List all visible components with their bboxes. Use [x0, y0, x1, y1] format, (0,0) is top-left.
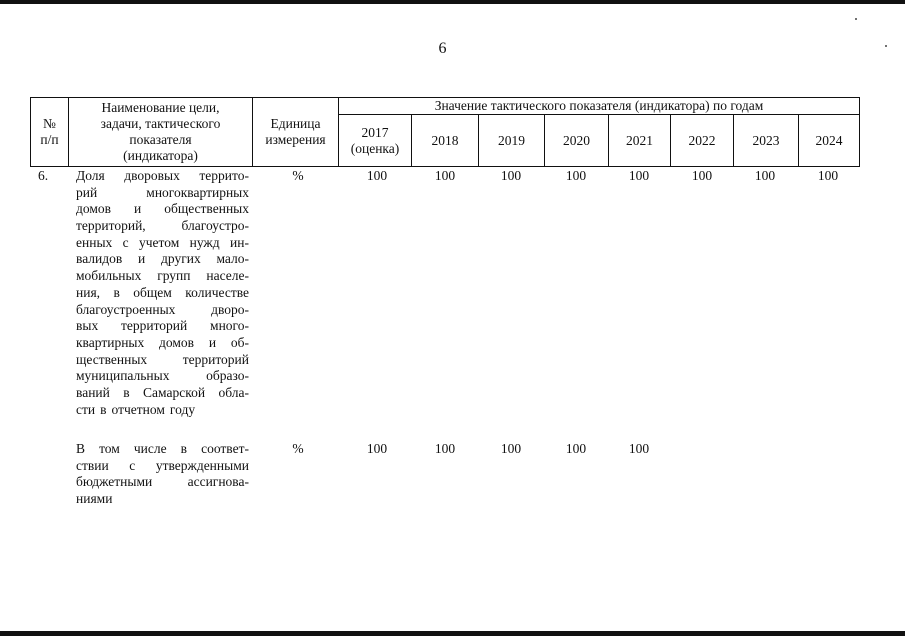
- indicator-name-line: [76, 268, 249, 285]
- indicator-name-word: Самарской: [143, 384, 206, 400]
- value-2020: 100: [565, 168, 587, 183]
- indicator-name-word: об-: [230, 334, 249, 350]
- indicator-name-word: и: [134, 201, 142, 217]
- indicator-name-line: [76, 352, 249, 369]
- indicator-name-word: ствии: [76, 457, 109, 473]
- indicator-name-word: валидов: [76, 251, 123, 267]
- indicator-name-word: Доля: [76, 168, 105, 183]
- indicator-name-line: [76, 318, 249, 335]
- indicator-name-word: сти: [76, 401, 96, 417]
- value-2017: 100: [366, 441, 388, 456]
- value-2021: 100: [628, 168, 650, 183]
- table-border: [859, 97, 860, 167]
- indicator-name-word: и: [208, 334, 217, 350]
- value-2020: 100: [565, 441, 587, 456]
- indicator-name-word: квартирных: [76, 334, 145, 350]
- indicator-name-word: в: [123, 384, 130, 400]
- value-2022: 100: [691, 168, 713, 183]
- indicator-name-word: обла-: [218, 384, 249, 400]
- indicator-name-word: ваний: [76, 384, 110, 400]
- indicator-table-header: [30, 97, 860, 167]
- header-year-2019: 2019: [498, 132, 525, 148]
- indicator-name-word: рий: [76, 184, 98, 200]
- value-2019: 100: [500, 168, 522, 183]
- value-2018: 100: [434, 168, 456, 183]
- indicator-name-word: в: [113, 284, 120, 300]
- indicator-name-word: мало-: [216, 251, 249, 267]
- indicator-name-word: территорий: [182, 351, 249, 367]
- value-2018: 100: [434, 441, 456, 456]
- indicator-name-word: общем: [133, 284, 172, 300]
- indicator-name-line: [76, 368, 249, 385]
- header-year-2017: 2017 (оценка): [350, 124, 400, 156]
- indicator-name-word: благоустро-: [181, 218, 249, 234]
- indicator-name-word: ниями: [76, 491, 113, 507]
- indicator-name-word: щественных: [76, 351, 148, 367]
- table-border: [30, 166, 860, 167]
- top-scan-border: [0, 0, 905, 4]
- indicator-name-word: территорий: [120, 318, 188, 334]
- value-2023: 100: [754, 168, 776, 183]
- indicator-name-word: учетом: [138, 234, 180, 250]
- header-year-2024: 2024: [815, 132, 843, 148]
- indicator-name-word: ин-: [230, 234, 249, 250]
- indicator-name-word: благоустроенных: [76, 301, 176, 317]
- indicator-name-word: в: [180, 441, 188, 456]
- indicator-name-word: многоквартирных: [146, 184, 249, 200]
- header-year-2020: 2020: [563, 132, 590, 148]
- page-number: 6: [438, 40, 447, 57]
- indicator-name-word: количестве: [185, 284, 249, 300]
- scan-speck: [885, 45, 887, 47]
- indicator-name-word: соответ-: [201, 441, 249, 456]
- value-2017: 100: [366, 168, 388, 183]
- indicator-name-line: [76, 185, 249, 202]
- row-indicator-name: [76, 168, 249, 418]
- indicator-name-word: том: [99, 441, 120, 456]
- indicator-name-word: населе-: [206, 268, 249, 284]
- header-year-2023: 2023: [752, 132, 780, 148]
- indicator-name-line: [76, 218, 249, 235]
- indicator-name-line: [76, 201, 249, 218]
- header-values-group: Значение тактического показателя (индикатора) по годам: [434, 98, 764, 113]
- indicator-name-word: групп: [157, 268, 191, 284]
- indicator-name-word: В: [76, 441, 86, 456]
- indicator-name-word: бюджетными: [76, 474, 153, 490]
- indicator-name-line: [76, 491, 249, 508]
- indicator-name-word: с: [122, 234, 129, 250]
- value-2021: 100: [628, 441, 650, 456]
- indicator-name-word: году: [169, 401, 196, 417]
- indicator-name-word: общественных: [164, 201, 249, 217]
- indicator-name-line: [76, 168, 249, 185]
- indicator-name-word: домов: [76, 201, 112, 217]
- indicator-name-word: утвержденными: [155, 457, 249, 473]
- indicator-name-word: территорий,: [76, 218, 146, 234]
- bottom-scan-border: [0, 631, 905, 636]
- indicator-name-line: [76, 235, 249, 252]
- indicator-name-word: мобильных: [76, 268, 142, 284]
- header-year-2018: 2018: [431, 132, 459, 148]
- indicator-name-line: [76, 385, 249, 402]
- row-indicator-name: [76, 441, 249, 508]
- indicator-name-word: вых: [76, 318, 99, 334]
- indicator-name-word: муниципальных: [76, 368, 170, 384]
- header-number-column: № п/п: [40, 116, 59, 147]
- indicator-name-word: и: [138, 251, 146, 267]
- indicator-name-word: отчетном: [111, 401, 165, 417]
- row-number: 6.: [38, 168, 49, 183]
- indicator-name-word: дворо-: [211, 301, 249, 317]
- header-name-column: Наименование цели, задачи, тактического показателя (индикатора): [100, 100, 221, 163]
- indicator-name-word: много-: [210, 318, 249, 334]
- indicator-name-word: числе: [133, 441, 167, 456]
- indicator-name-word: енных: [76, 234, 113, 250]
- value-2024: 100: [817, 168, 839, 183]
- header-unit-column: Единица измерения: [265, 116, 326, 147]
- indicator-name-line: [76, 402, 249, 419]
- indicator-name-line: [76, 251, 249, 268]
- indicator-name-line: [76, 302, 249, 319]
- scan-speck: [855, 18, 857, 20]
- header-year-2022: 2022: [688, 132, 716, 148]
- indicator-name-line: [76, 474, 249, 491]
- indicator-name-word: ния,: [76, 284, 101, 300]
- indicator-name-line: [76, 441, 249, 458]
- indicator-name-line: [76, 458, 249, 475]
- indicator-name-word: домов: [159, 334, 195, 350]
- indicator-name-word: нужд: [189, 234, 220, 250]
- row-unit: %: [292, 441, 304, 456]
- indicator-name-word: других: [161, 251, 201, 267]
- indicator-name-word: образо-: [206, 368, 249, 384]
- indicator-name-word: в: [100, 401, 107, 417]
- indicator-name-word: дворовых: [124, 168, 180, 183]
- row-unit: %: [292, 168, 304, 183]
- indicator-name-line: [76, 285, 249, 302]
- value-2019: 100: [500, 441, 522, 456]
- header-year-2021: 2021: [626, 132, 653, 148]
- indicator-name-word: террито-: [199, 168, 249, 183]
- indicator-name-word: ассигнова-: [187, 474, 249, 490]
- indicator-name-word: с: [129, 457, 136, 473]
- indicator-name-line: [76, 335, 249, 352]
